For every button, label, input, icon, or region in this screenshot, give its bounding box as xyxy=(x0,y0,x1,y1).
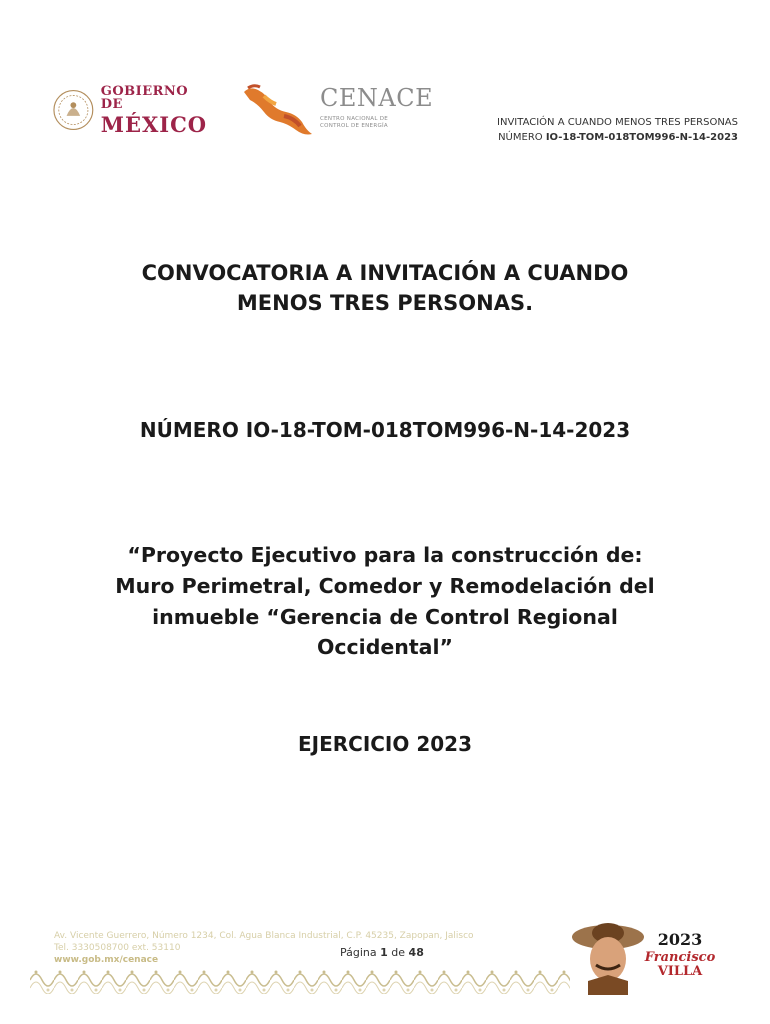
project-line-4: Occidental” xyxy=(316,635,454,660)
project-line-2: Muro Perimetral, Comedor y Remodelación del xyxy=(115,573,655,598)
document-title xyxy=(40,258,730,319)
page-of: de xyxy=(391,946,406,959)
project-line-3: inmueble “Gerencia de Control Regional xyxy=(152,604,618,629)
footer-website-link[interactable]: www.gob.mx/cenace xyxy=(54,955,159,966)
header-ref-line1: INVITACIÓN A CUANDO MENOS TRES PERSONAS xyxy=(497,117,738,128)
cenace-map-icon xyxy=(240,82,318,140)
national-seal-icon xyxy=(52,88,95,132)
cenace-logo-subtitle-1: CENTRO NACIONAL DE xyxy=(320,116,389,122)
page-current: 1 xyxy=(380,946,388,959)
document-header xyxy=(0,0,770,160)
gobierno-logo-line1: GOBIERNO DE xyxy=(100,84,189,112)
gobierno-de-mexico-logo xyxy=(52,84,212,136)
header-ref-prefix: NÚMERO xyxy=(498,131,546,143)
header-reference xyxy=(497,116,738,145)
title-line-2: MENOS TRES PERSONAS. xyxy=(236,291,534,316)
cenace-logo-name: CENACE xyxy=(320,84,434,112)
villa-logo-year: 2023 xyxy=(657,930,703,949)
address-line-1: Av. Vicente Guerrero, Número 1234, Col. Agua Blanca Industrial, C.P. 45235, Zapopan, Jalisco xyxy=(54,931,474,941)
fiscal-year: EJERCICIO 2023 xyxy=(297,732,473,756)
francisco-villa-2023-logo xyxy=(570,915,720,995)
document-number: NÚMERO IO-18-TOM-018TOM996-N-14-2023 xyxy=(139,418,631,442)
address-line-2: Tel. 3330508700 ext. 53110 xyxy=(54,943,181,954)
header-ref-code: IO-18-TOM-018TOM996-N-14-2023 xyxy=(545,131,738,143)
gobierno-logo-line2: MÉXICO xyxy=(100,112,208,137)
cenace-logo xyxy=(240,82,440,140)
villa-logo-line1: Francisco xyxy=(644,950,716,965)
decorative-pattern-strip xyxy=(30,966,570,994)
project-line-1: “Proyecto Ejecutivo para la construcción de: xyxy=(127,543,643,567)
page-total: 48 xyxy=(408,946,424,959)
title-line-1: CONVOCATORIA A INVITACIÓN A CUANDO xyxy=(141,261,629,285)
project-name xyxy=(40,540,730,663)
page-label: Página xyxy=(340,946,377,959)
villa-portrait-icon xyxy=(570,915,720,995)
page-number xyxy=(340,946,424,959)
header-ref-line2 xyxy=(497,131,738,146)
cenace-logo-subtitle-2: CONTROL DE ENERGÍA xyxy=(320,122,388,129)
villa-logo-line2: VILLA xyxy=(657,964,703,979)
